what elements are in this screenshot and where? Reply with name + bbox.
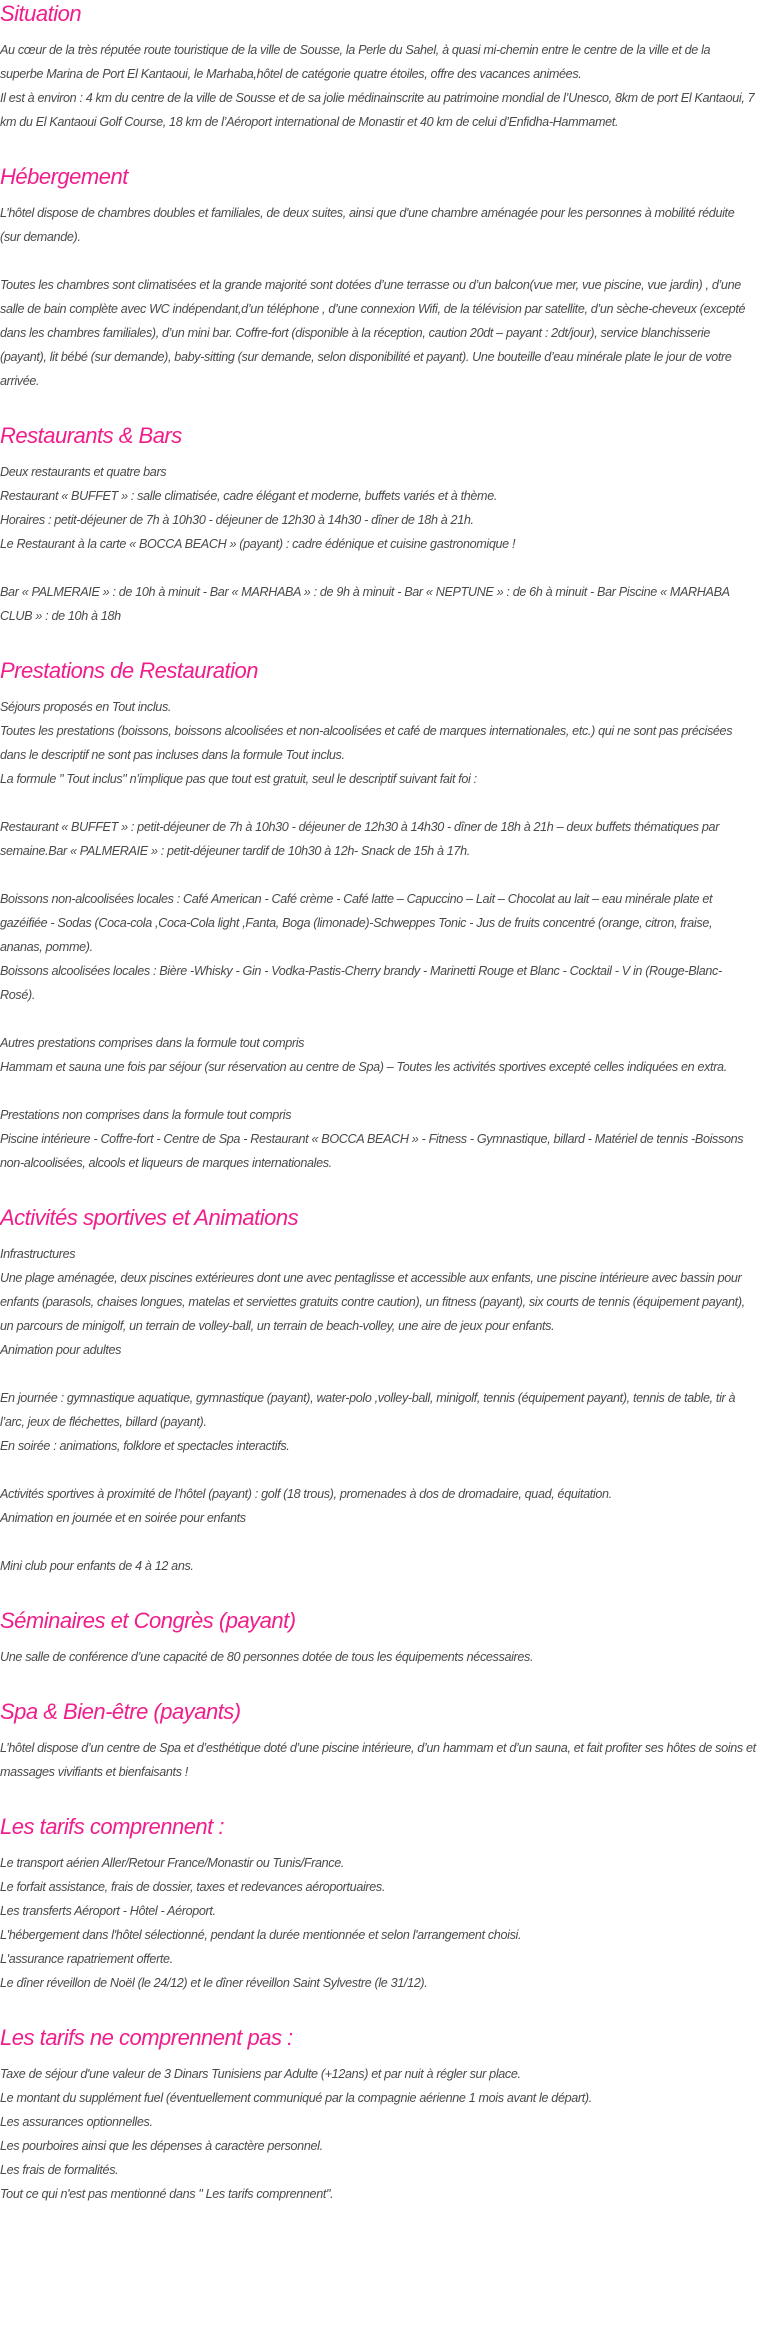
paragraph: Boissons alcoolisées locales : Bière -Whisky - Gin - Vodka-Pastis-Cherry brandy - Marinetti Rouge et Blanc - Cocktail - V in (Rouge-Blanc-Rosé). xyxy=(0,964,722,1002)
paragraph: Une plage aménagée, deux piscines extérieures dont une avec pentaglisse et accessible aux enfants, une piscine intérieure avec bassin pour enfants (parasols, chaises longues, matelas et serviettes gratuits contre caution), un fitness (payant), six courts de tennis (équipement payant), un parcours de minigolf, un terrain de volley-ball, un terrain de beach-volley, une aire de jeux pour enfants. xyxy=(0,1271,745,1333)
list-item: Les pourboires ainsi que les dépenses à caractère personnel. xyxy=(0,2139,323,2153)
section-restaurants-bars xyxy=(0,422,756,628)
section-situation xyxy=(0,0,756,134)
section-prestations-restauration xyxy=(0,657,756,1175)
section-spa xyxy=(0,1698,756,1784)
section-title: Les tarifs comprennent : xyxy=(0,1814,225,1839)
section-title: Restaurants & Bars xyxy=(0,423,182,448)
paragraph: Il est à environ : 4 km du centre de la ville de Sousse et de sa jolie médinainscrite au patrimoine mondial de l’Unesco, 8km de port El Kantaoui, 7 km du El Kantaoui Golf Course, 18 km de l’Aéroport international de Monastir et 40 km de celui d’Enfidha-Hammamet. xyxy=(0,91,755,129)
section-title: Prestations de Restauration xyxy=(0,658,258,683)
section-title: Hébergement xyxy=(0,164,128,189)
paragraph: Animation en journée et en soirée pour enfants xyxy=(0,1511,246,1525)
paragraph: L’hôtel dispose de chambres doubles et familiales, de deux suites, ainsi que d'une chambre aménagée pour les personnes à mobilité réduite (sur demande). xyxy=(0,206,735,244)
list-item: Le transport aérien Aller/Retour France/Monastir ou Tunis/France. xyxy=(0,1856,345,1870)
section-hebergement xyxy=(0,163,756,393)
paragraph: Hammam et sauna une fois par séjour (sur réservation au centre de Spa) – Toutes les activités sportives excepté celles indiquées en extra. xyxy=(0,1060,727,1074)
paragraph: Activités sportives à proximité de l’hôtel (payant) : golf (18 trous), promenades à dos de dromadaire, quad, équitation. xyxy=(0,1487,612,1501)
section-title: Les tarifs ne comprennent pas : xyxy=(0,2025,293,2050)
paragraph: Mini club pour enfants de 4 à 12 ans. xyxy=(0,1559,194,1573)
paragraph: Au cœur de la très réputée route touristique de la ville de Sousse, la Perle du Sahel, à quasi mi-chemin entre le centre de la ville et de la superbe Marina de Port El Kantaoui, le Marhaba,hôtel de catégorie quatre étoiles, offre des vacances animées. xyxy=(0,43,711,81)
section-seminaires xyxy=(0,1607,756,1669)
list-item: Taxe de séjour d'une valeur de 3 Dinars Tunisiens par Adulte (+12ans) et par nuit à régler sur place. xyxy=(0,2067,521,2081)
list-item: Les transferts Aéroport - Hôtel - Aéroport. xyxy=(0,1904,216,1918)
list-item: Le dîner réveillon de Noël (le 24/12) et le dîner réveillon Saint Sylvestre (le 31/12). xyxy=(0,1976,428,1990)
paragraph: Une salle de conférence d’une capacité de 80 personnes dotée de tous les équipements nécessaires. xyxy=(0,1650,534,1664)
section-title: Activités sportives et Animations xyxy=(0,1205,299,1230)
paragraph: Bar « PALMERAIE » : de 10h à minuit - Bar « MARHABA » : de 9h à minuit - Bar « NEPTUNE » : de 6h à minuit - Bar Piscine « MARHABA CLUB » : de 10h à 18h xyxy=(0,585,730,623)
paragraph: Le Restaurant à la carte « BOCCA BEACH » (payant) : cadre édénique et cuisine gastronomique ! xyxy=(0,537,516,551)
paragraph: Horaires : petit-déjeuner de 7h à 10h30 - déjeuner de 12h30 à 14h30 - dîner de 18h à 21h. xyxy=(0,513,474,527)
paragraph: La formule " Tout inclus" n’implique pas que tout est gratuit, seul le descriptif suivant fait foi : xyxy=(0,772,477,786)
paragraph: Séjours proposés en Tout inclus. xyxy=(0,700,172,714)
section-title: Séminaires et Congrès (payant) xyxy=(0,1608,296,1633)
section-tarifs-ne-comprennent-pas xyxy=(0,2024,756,2206)
paragraph: Boissons non-alcoolisées locales : Café American - Café crème - Café latte – Capuccino – Lait – Chocolat au lait – eau minérale plate et gazéifiée - Sodas (Coca-cola ,Coca-Cola light ,Fanta, Boga (limonade)-Schweppes Tonic - Jus de fruits concentré (orange, citron, fraise, ananas, pomme). xyxy=(0,892,713,954)
list-item: L'hébergement dans l'hôtel sélectionné, pendant la durée mentionnée et selon l'arrangement choisi. xyxy=(0,1928,522,1942)
paragraph: Prestations non comprises dans la formule tout compris xyxy=(0,1108,292,1122)
list-item: Les frais de formalités. xyxy=(0,2163,119,2177)
list-item: Les assurances optionnelles. xyxy=(0,2115,153,2129)
paragraph: En journée : gymnastique aquatique, gymnastique (payant), water-polo ,volley-ball, minigolf, tennis (équipement payant), tennis de table, tir à l’arc, jeux de fléchettes, billard (payant). xyxy=(0,1391,736,1429)
section-title: Situation xyxy=(0,1,82,26)
list-item: Tout ce qui n'est pas mentionné dans " Les tarifs comprennent". xyxy=(0,2187,334,2201)
paragraph: L’hôtel dispose d’un centre de Spa et d’esthétique doté d’une piscine intérieure, d’un hammam et d’un sauna, et fait profiter ses hôtes de soins et massages vivifiants et bienfaisants ! xyxy=(0,1741,756,1779)
paragraph: Piscine intérieure - Coffre-fort - Centre de Spa - Restaurant « BOCCA BEACH » - Fitness - Gymnastique, billard - Matériel de tennis -Boissons non-alcoolisées, alcools et liqueurs de marques internationales. xyxy=(0,1132,744,1170)
section-title: Spa & Bien-être (payants) xyxy=(0,1699,241,1724)
list-item: Le montant du supplément fuel (éventuellement communiqué par la compagnie aérienne 1 mois avant le départ). xyxy=(0,2091,592,2105)
paragraph: Deux restaurants et quatre bars xyxy=(0,465,167,479)
paragraph: Infrastructures xyxy=(0,1247,76,1261)
section-activites xyxy=(0,1204,756,1578)
section-tarifs-comprennent xyxy=(0,1813,756,1995)
paragraph: Animation pour adultes xyxy=(0,1343,122,1357)
paragraph: Restaurant « BUFFET » : petit-déjeuner de 7h à 10h30 - déjeuner de 12h30 à 14h30 - dîner de 18h à 21h – deux buffets thématiques par semaine.Bar « PALMERAIE » : petit-déjeuner tardif de 10h30 à 12h- Snack de 15h à 17h. xyxy=(0,820,720,858)
paragraph: Toutes les prestations (boissons, boissons alcoolisées et non-alcoolisées et café de marques internationales, etc.) qui ne sont pas précisées dans le descriptif ne sont pas incluses dans la formule Tout inclus. xyxy=(0,724,733,762)
paragraph: Toutes les chambres sont climatisées et la grande majorité sont dotées d’une terrasse ou d’un balcon(vue mer, vue piscine, vue jardin) , d’une salle de bain complète avec WC indépendant,d’un téléphone , d’une connexion Wifi, de la télévision par satellite, d’un sèche-cheveux (excepté dans les chambres familiales), d’un mini bar. Coffre-fort (disponible à la réception, caution 20dt – payant : 2dt/jour), service blanchisserie (payant), lit bébé (sur demande), baby-sitting (sur demande, selon disponibilité et payant). Une bouteille d’eau minérale plate le jour de votre arrivée. xyxy=(0,278,746,388)
paragraph: Autres prestations comprises dans la formule tout compris xyxy=(0,1036,305,1050)
list-item: Le forfait assistance, frais de dossier, taxes et redevances aéroportuaires. xyxy=(0,1880,386,1894)
paragraph: En soirée : animations, folklore et spectacles interactifs. xyxy=(0,1439,290,1453)
list-item: L'assurance rapatriement offerte. xyxy=(0,1952,173,1966)
paragraph: Restaurant « BUFFET » : salle climatisée, cadre élégant et moderne, buffets variés et à thème. xyxy=(0,489,497,503)
